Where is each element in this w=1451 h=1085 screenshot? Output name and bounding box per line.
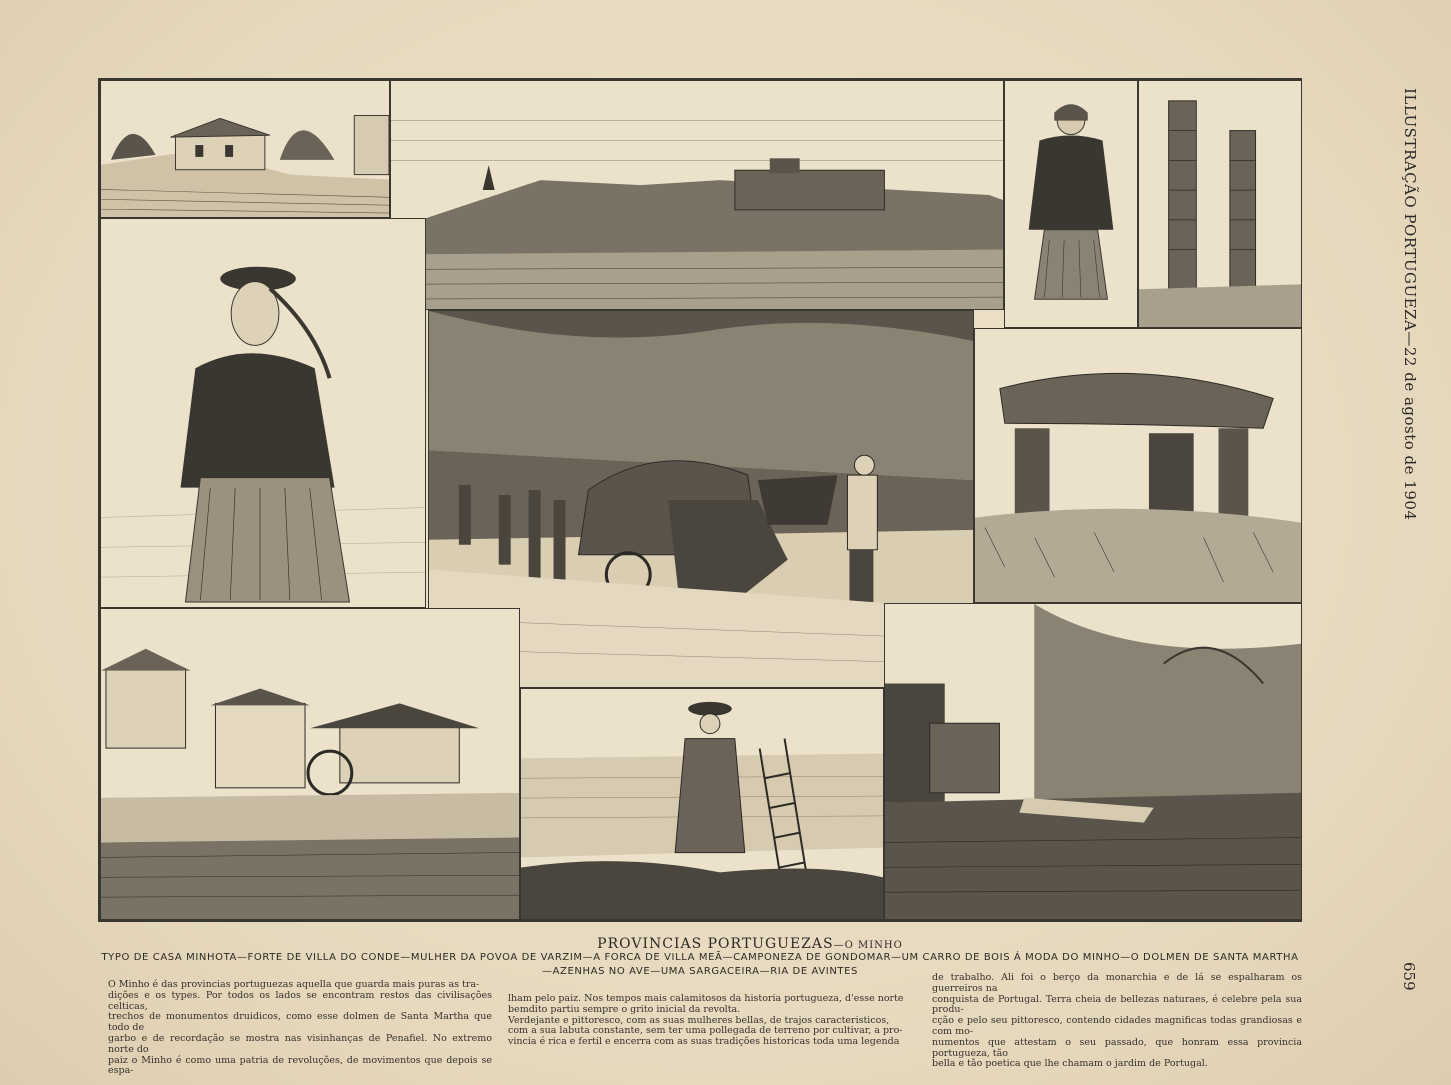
engraving-woman-gondomar: [1004, 80, 1138, 328]
article-line: bemdito partiu sempre o grito inicial da revolta.: [508, 1003, 741, 1015]
article-column-1: [108, 980, 492, 1077]
caption-title-main: PROVINCIAS PORTUGUEZAS: [597, 936, 834, 952]
article-line: garbo e de recordação se mostra nas visinhanças de Penafiel. No extremo norte do: [108, 1032, 492, 1055]
masthead-date: —22 de agosto de 1904: [1401, 331, 1419, 521]
article-line: cção e pelo seu pittoresco, contendo cidades magnificas todas grandiosas e com mo-: [932, 1015, 1302, 1037]
article-line: numentos que attestam o seu passado, que honram essa provincia portugueza, tão: [932, 1036, 1302, 1059]
engraving-dolmen-santa-martha: [974, 328, 1302, 603]
masthead-title: ILLUSTRAÇÃO PORTUGUEZA: [1401, 88, 1419, 332]
article-line: dições e os types. Por todos os lados se encontram restos das civilisações celticas,: [108, 989, 492, 1012]
article-line: com a sua labuta constante, sem ter uma pollegada de terreno por cultivar, a pro-: [508, 1025, 903, 1037]
article-line: paiz o Minho é como uma patria de revoluções, de movimentos que depois se espa-: [108, 1054, 492, 1077]
engraving-fort-villa-do-conde: [390, 80, 1004, 310]
caption-line-1: TYPO DE CASA MINHOTA—FORTE DE VILLA DO CONDE—MULHER DA POVOA DE VARZIM—A FORCA DE VILLA MEÃ—CAMPONEZA DE GONDOMAR—UM CARRO DE BOIS Á MODA DO MINHO—O DOLMEN DE SANTA MARTHA: [101, 952, 1299, 963]
article-line: de trabalho. Ali foi o berço da monarchia e de lá se espalharam os guerreiros na: [932, 972, 1302, 994]
engraving-woman-povoa-de-varzim: [100, 218, 426, 608]
caption-line-2: —AZENHAS NO AVE—UMA SARGACEIRA—RIA DE AVINTES: [542, 966, 858, 977]
masthead: [1389, 88, 1419, 608]
article-line: trechos de monumentos druidicos, como esse dolmen de Santa Martha que todo de: [108, 1011, 492, 1034]
engraving-gallows-villa-mea: [1138, 80, 1302, 328]
engraving-seaweed-gatherer: [520, 688, 884, 920]
article-column-2: [508, 994, 912, 1048]
page-number: 659: [1400, 962, 1418, 991]
article-line: conquista de Portugal. Terra cheia de bellezas naturaes, é celebre pela sua produ-: [932, 993, 1302, 1016]
caption-title-sub: —O MINHO: [833, 940, 903, 951]
caption-title: [540, 936, 960, 952]
engraving-watermills-ave: [100, 608, 520, 920]
article-line: bella e tão poetica que lhe chamam o jardim de Portugal.: [932, 1058, 1208, 1070]
engraving-minho-house: [100, 80, 390, 218]
article-line: vincia é rica e fertil e encerra com as suas tradições historicas toda uma legenda: [508, 1036, 900, 1048]
article-column-3: [932, 973, 1302, 1070]
article-line: O Minho é das provincias portuguezas aquella que guarda mais puras as tra-: [108, 979, 480, 990]
article-line: lham pelo paiz. Nos tempos mais calamitosos da historia portugueza, d'esse norte: [508, 993, 904, 1004]
engraving-ria-de-avintes: [884, 603, 1302, 920]
article-line: Verdejante e pittoresco, com as suas mulheres bellas, de trajos caracteristicos,: [508, 1014, 890, 1026]
